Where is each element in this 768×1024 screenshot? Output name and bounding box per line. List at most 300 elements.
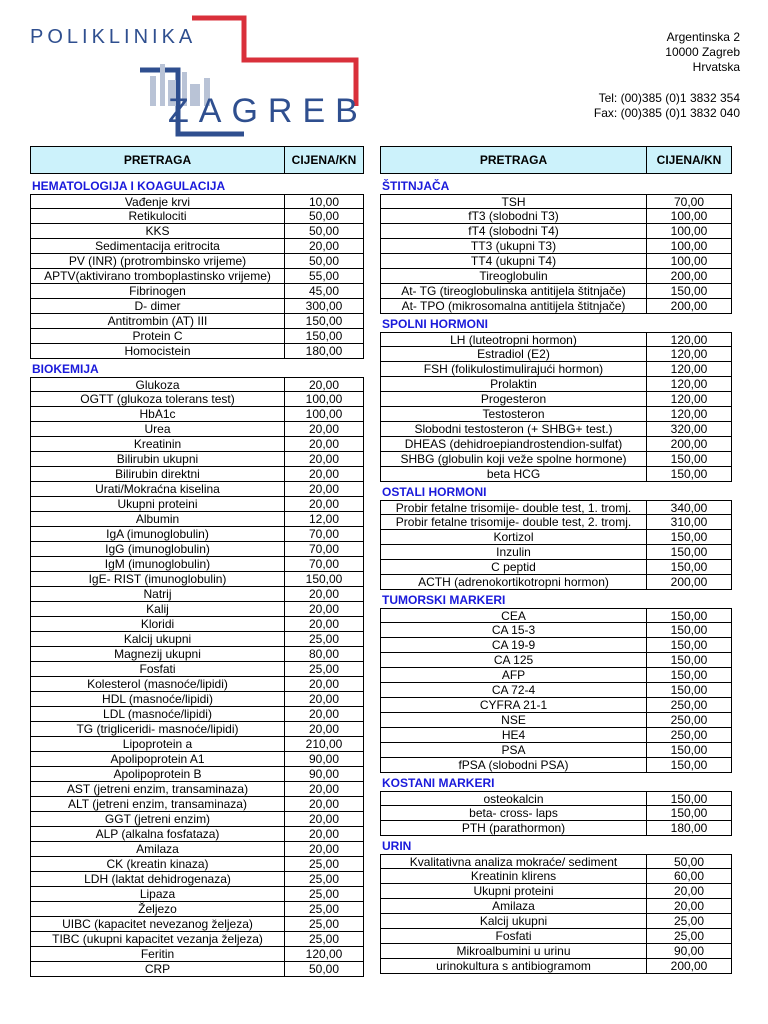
test-name: Lipoprotein a	[31, 737, 285, 751]
test-name: IgG (imunoglobulin)	[31, 542, 285, 556]
table-row	[380, 269, 732, 284]
test-price: 100,00	[670, 224, 708, 238]
table-row	[30, 827, 364, 842]
test-price: 150,00	[670, 806, 708, 820]
test-name: Sedimentacija eritrocita	[31, 239, 285, 253]
test-name: Kvalitativna analiza mokraće/ sediment	[381, 855, 647, 868]
test-name: Kreatinin klirens	[381, 869, 647, 883]
column-header-test: PRETRAGA	[381, 147, 647, 173]
test-price: 200,00	[670, 575, 708, 589]
test-price: 45,00	[308, 284, 340, 298]
test-name: Probir fetalne trisomije- double test, 2. tromj.	[381, 515, 647, 529]
test-name: GGT (jetreni enzim)	[31, 812, 285, 826]
test-price: 25,00	[308, 917, 340, 931]
test-price: 25,00	[673, 914, 705, 928]
price-list-right-column	[380, 146, 732, 974]
test-name: Prolaktin	[381, 377, 647, 391]
table-row	[380, 392, 732, 407]
table-row	[30, 392, 364, 407]
test-price: 12,00	[308, 512, 340, 526]
table-row	[380, 362, 732, 377]
test-name: Retikulociti	[31, 209, 285, 223]
table-row	[380, 452, 732, 467]
test-name: Probir fetalne trisomije- double test, 1. tromj.	[381, 501, 647, 514]
table-row	[380, 791, 732, 806]
price-list-left-column	[30, 146, 364, 977]
table-row	[30, 254, 364, 269]
test-name: CA 19-9	[381, 638, 647, 652]
test-price: 70,00	[308, 527, 340, 541]
test-name: Fibrinogen	[31, 284, 285, 298]
table-row	[30, 947, 364, 962]
test-price: 20,00	[308, 617, 340, 631]
test-price: 70,00	[673, 195, 705, 209]
address-fax: Fax: (00)385 (0)1 3832 040	[593, 106, 740, 120]
table-row	[380, 224, 732, 239]
table-row	[30, 299, 364, 314]
test-price: 200,00	[670, 437, 708, 451]
test-name: Ukupni proteini	[381, 884, 647, 898]
table-row	[30, 737, 364, 752]
test-price: 50,00	[308, 254, 340, 268]
section-title: ŠTITNJAČA	[382, 179, 450, 193]
test-name: HbA1c	[31, 407, 285, 421]
table-row	[30, 209, 364, 224]
test-name: CA 15-3	[381, 623, 647, 637]
test-name: PSA	[381, 743, 647, 757]
logo-text-bottom: ZAGREB	[168, 92, 368, 130]
test-price: 320,00	[670, 422, 708, 436]
test-name: Natrij	[31, 587, 285, 601]
test-price: 20,00	[308, 482, 340, 496]
table-row	[380, 239, 732, 254]
table-row	[30, 707, 364, 722]
test-name: fPSA (slobodni PSA)	[381, 758, 647, 772]
test-price: 200,00	[670, 299, 708, 313]
test-price: 120,00	[670, 362, 708, 376]
test-price: 90,00	[673, 944, 705, 958]
table-row	[30, 662, 364, 677]
table-row	[380, 821, 732, 836]
table-row	[30, 632, 364, 647]
test-name: Urati/Mokraćna kiselina	[31, 482, 285, 496]
test-name: Željezo	[31, 902, 285, 916]
table-row	[380, 575, 732, 590]
test-price: 120,00	[670, 392, 708, 406]
table-row	[30, 797, 364, 812]
table-row	[30, 857, 364, 872]
table-row	[380, 806, 732, 821]
test-name: Tireoglobulin	[381, 269, 647, 283]
test-price: 25,00	[308, 632, 340, 646]
table-row	[380, 407, 732, 422]
table-row	[30, 542, 364, 557]
test-price: 150,00	[305, 314, 343, 328]
table-row	[380, 959, 732, 974]
table-row	[30, 482, 364, 497]
table-row	[380, 899, 732, 914]
test-price: 50,00	[308, 962, 340, 976]
test-price: 120,00	[305, 947, 343, 961]
table-row	[380, 437, 732, 452]
test-name: Bilirubin ukupni	[31, 452, 285, 466]
test-name: Kolesterol (masnoće/lipidi)	[31, 677, 285, 691]
table-row	[30, 917, 364, 932]
test-price: 150,00	[670, 623, 708, 637]
test-name: Magnezij ukupni	[31, 647, 285, 661]
test-price: 20,00	[308, 797, 340, 811]
test-price: 55,00	[308, 269, 340, 283]
table-row	[30, 932, 364, 947]
test-price: 20,00	[308, 722, 340, 736]
table-row	[380, 653, 732, 668]
table-row	[380, 467, 732, 482]
test-name: Inzulin	[381, 545, 647, 559]
table-row	[380, 299, 732, 314]
test-price: 200,00	[670, 269, 708, 283]
table-row	[30, 467, 364, 482]
address-city: 10000 Zagreb	[665, 45, 740, 59]
table-row	[30, 194, 364, 209]
test-name: NSE	[381, 713, 647, 727]
test-name: osteokalcin	[381, 792, 647, 805]
test-name: UIBC (kapacitet nevezanog željeza)	[31, 917, 285, 931]
test-price: 150,00	[670, 668, 708, 682]
test-name: Feritin	[31, 947, 285, 961]
test-price: 150,00	[670, 467, 708, 481]
test-name: PTH (parathormon)	[381, 821, 647, 835]
table-row	[380, 929, 732, 944]
test-name: CA 125	[381, 653, 647, 667]
table-row	[30, 872, 364, 887]
test-price: 150,00	[670, 653, 708, 667]
test-price: 120,00	[670, 377, 708, 391]
test-price: 25,00	[673, 929, 705, 943]
test-price: 20,00	[308, 842, 340, 856]
test-price: 20,00	[673, 884, 705, 898]
table-row	[380, 623, 732, 638]
table-row	[30, 452, 364, 467]
test-name: CYFRA 21-1	[381, 698, 647, 712]
test-price: 100,00	[670, 239, 708, 253]
section-title: OSTALI HORMONI	[382, 485, 487, 499]
table-header	[30, 146, 364, 174]
test-price: 310,00	[670, 515, 708, 529]
test-name: TG (trigliceridi- masnoće/lipidi)	[31, 722, 285, 736]
test-price: 150,00	[670, 743, 708, 757]
test-name: Kalcij ukupni	[381, 914, 647, 928]
test-price: 70,00	[308, 557, 340, 571]
address-country: Hrvatska	[692, 60, 740, 74]
table-row	[30, 344, 364, 359]
table-row	[380, 332, 732, 347]
address-tel: Tel: (00)385 (0)1 3832 354	[598, 91, 740, 105]
table-row	[380, 530, 732, 545]
test-name: APTV(aktivirano tromboplastinsko vrijeme)	[31, 269, 285, 283]
test-name: Estradiol (E2)	[381, 347, 647, 361]
test-price: 100,00	[305, 407, 343, 421]
table-row	[380, 743, 732, 758]
test-name: Amilaza	[381, 899, 647, 913]
table-row	[380, 698, 732, 713]
table-row	[30, 407, 364, 422]
test-name: Urea	[31, 422, 285, 436]
test-name: ACTH (adrenokortikotropni hormon)	[381, 575, 647, 589]
test-name: Kalij	[31, 602, 285, 616]
table-row	[30, 437, 364, 452]
table-row	[380, 713, 732, 728]
test-price: 25,00	[308, 857, 340, 871]
table-row	[30, 887, 364, 902]
table-row	[30, 842, 364, 857]
table-row	[380, 884, 732, 899]
table-row	[30, 647, 364, 662]
test-price: 150,00	[305, 329, 343, 343]
test-name: ALP (alkalna fosfataza)	[31, 827, 285, 841]
page-header	[0, 0, 768, 140]
table-row	[380, 377, 732, 392]
test-price: 20,00	[673, 899, 705, 913]
test-name: beta- cross- laps	[381, 806, 647, 820]
test-name: TT3 (ukupni T3)	[381, 239, 647, 253]
test-name: DHEAS (dehidroepiandrostendion-sulfat)	[381, 437, 647, 451]
table-row	[30, 962, 364, 977]
test-price: 150,00	[670, 792, 708, 806]
test-name: PV (INR) (protrombinsko vrijeme)	[31, 254, 285, 268]
section-title: SPOLNI HORMONI	[382, 317, 489, 331]
test-price: 20,00	[308, 602, 340, 616]
test-name: IgM (imunoglobulin)	[31, 557, 285, 571]
table-row	[30, 902, 364, 917]
test-price: 60,00	[673, 869, 705, 883]
test-name: Slobodni testosteron (+ SHBG+ test.)	[381, 422, 647, 436]
table-row	[30, 812, 364, 827]
table-row	[380, 284, 732, 299]
test-price: 20,00	[308, 437, 340, 451]
column-header-price: CIJENA/KN	[291, 153, 357, 167]
test-price: 10,00	[308, 195, 340, 209]
test-price: 150,00	[670, 638, 708, 652]
table-row	[30, 752, 364, 767]
test-price: 25,00	[308, 887, 340, 901]
table-row	[30, 377, 364, 392]
test-price: 120,00	[670, 333, 708, 347]
test-name: Glukoza	[31, 378, 285, 391]
test-price: 150,00	[670, 284, 708, 298]
column-header-test: PRETRAGA	[31, 147, 285, 173]
table-row	[30, 314, 364, 329]
test-name: Kortizol	[381, 530, 647, 544]
poliklinika-zagreb-logo	[28, 14, 368, 138]
table-row	[30, 269, 364, 284]
table-row	[30, 782, 364, 797]
test-price: 120,00	[670, 347, 708, 361]
test-name: C peptid	[381, 560, 647, 574]
table-row	[30, 497, 364, 512]
test-price: 250,00	[670, 713, 708, 727]
table-row	[30, 572, 364, 587]
table-row	[380, 914, 732, 929]
test-price: 120,00	[670, 407, 708, 421]
test-name: HE4	[381, 728, 647, 742]
test-name: LDL (masnoće/lipidi)	[31, 707, 285, 721]
test-price: 210,00	[305, 737, 343, 751]
test-name: CA 72-4	[381, 683, 647, 697]
test-name: D- dimer	[31, 299, 285, 313]
table-row	[380, 728, 732, 743]
test-name: Kloridi	[31, 617, 285, 631]
test-name: beta HCG	[381, 467, 647, 481]
test-price: 90,00	[308, 767, 340, 781]
table-row	[380, 545, 732, 560]
test-name: Apolipoprotein A1	[31, 752, 285, 766]
table-row	[30, 224, 364, 239]
table-row	[380, 944, 732, 959]
test-name: TIBC (ukupni kapacitet vezanja željeza)	[31, 932, 285, 946]
test-name: Kreatinin	[31, 437, 285, 451]
test-price: 50,00	[673, 855, 705, 869]
test-name: Testosteron	[381, 407, 647, 421]
test-name: Fosfati	[381, 929, 647, 943]
test-price: 25,00	[308, 662, 340, 676]
table-row	[380, 422, 732, 437]
test-price: 20,00	[308, 378, 340, 392]
test-name: Albumin	[31, 512, 285, 526]
test-name: TSH	[381, 195, 647, 208]
test-name: Protein C	[31, 329, 285, 343]
test-name: CK (kreatin kinaza)	[31, 857, 285, 871]
test-name: At- TPO (mikrosomalna antitijela štitnjače)	[381, 299, 647, 313]
table-row	[380, 683, 732, 698]
test-price: 250,00	[670, 728, 708, 742]
test-price: 25,00	[308, 902, 340, 916]
test-price: 20,00	[308, 677, 340, 691]
table-row	[30, 587, 364, 602]
section-title: KOSTANI MARKERI	[382, 776, 495, 790]
table-row	[30, 284, 364, 299]
test-name: AFP	[381, 668, 647, 682]
test-price: 150,00	[670, 560, 708, 574]
test-price: 20,00	[308, 827, 340, 841]
table-row	[30, 617, 364, 632]
table-row	[380, 347, 732, 362]
test-name: CEA	[381, 609, 647, 622]
table-row	[380, 668, 732, 683]
test-price: 200,00	[670, 959, 708, 973]
test-price: 20,00	[308, 239, 340, 253]
test-name: urinokultura s antibiogramom	[381, 959, 647, 973]
test-price: 100,00	[670, 209, 708, 223]
table-row	[30, 677, 364, 692]
section-title: HEMATOLOGIJA I KOAGULACIJA	[32, 179, 226, 193]
test-name: OGTT (glukoza tolerans test)	[31, 392, 285, 406]
test-price: 180,00	[305, 344, 343, 358]
test-name: Ukupni proteini	[31, 497, 285, 511]
test-name: LH (luteotropni hormon)	[381, 333, 647, 346]
test-name: Vađenje krvi	[31, 195, 285, 208]
test-price: 20,00	[308, 692, 340, 706]
table-row	[380, 869, 732, 884]
logo-text-top: POLIKLINIKA	[30, 26, 197, 48]
test-price: 20,00	[308, 497, 340, 511]
test-name: Antitrombin (AT) III	[31, 314, 285, 328]
table-row	[380, 194, 732, 209]
test-price: 180,00	[670, 821, 708, 835]
test-name: Amilaza	[31, 842, 285, 856]
table-row	[30, 692, 364, 707]
test-name: Homocistein	[31, 344, 285, 358]
test-price: 50,00	[308, 209, 340, 223]
test-name: SHBG (globulin koji veže spolne hormone)	[381, 452, 647, 466]
section-title: URIN	[382, 839, 412, 853]
table-row	[380, 500, 732, 515]
test-price: 25,00	[308, 872, 340, 886]
test-name: IgA (imunoglobulin)	[31, 527, 285, 541]
test-price: 340,00	[670, 501, 708, 515]
table-row	[380, 854, 732, 869]
test-name: Apolipoprotein B	[31, 767, 285, 781]
table-row	[380, 608, 732, 623]
test-name: HDL (masnoće/lipidi)	[31, 692, 285, 706]
test-name: Progesteron	[381, 392, 647, 406]
table-row	[30, 239, 364, 254]
test-name: IgE- RIST (imunoglobulin)	[31, 572, 285, 586]
table-row	[380, 560, 732, 575]
test-price: 100,00	[670, 254, 708, 268]
test-price: 150,00	[670, 452, 708, 466]
test-name: KKS	[31, 224, 285, 238]
test-price: 150,00	[670, 545, 708, 559]
table-row	[380, 638, 732, 653]
table-row	[30, 602, 364, 617]
test-price: 20,00	[308, 707, 340, 721]
test-price: 20,00	[308, 812, 340, 826]
test-price: 25,00	[308, 932, 340, 946]
table-row	[380, 254, 732, 269]
column-header-price: CIJENA/KN	[656, 153, 722, 167]
test-price: 20,00	[308, 452, 340, 466]
test-name: FSH (folikulostimulirajući hormon)	[381, 362, 647, 376]
test-price: 100,00	[305, 392, 343, 406]
section-title: TUMORSKI MARKERI	[382, 593, 506, 607]
test-price: 150,00	[670, 530, 708, 544]
test-price: 70,00	[308, 542, 340, 556]
table-row	[380, 758, 732, 773]
table-row	[380, 209, 732, 224]
test-price: 150,00	[670, 609, 708, 623]
test-price: 20,00	[308, 422, 340, 436]
address-street: Argentinska 2	[666, 30, 740, 44]
test-price: 50,00	[308, 224, 340, 238]
test-name: Lipaza	[31, 887, 285, 901]
table-row	[380, 515, 732, 530]
test-price: 150,00	[305, 572, 343, 586]
test-name: fT4 (slobodni T4)	[381, 224, 647, 238]
test-price: 150,00	[670, 683, 708, 697]
test-name: At- TG (tireoglobulinska antitijela štitnjače)	[381, 284, 647, 298]
contact-address	[594, 30, 740, 121]
test-name: AST (jetreni enzim, transaminaza)	[31, 782, 285, 796]
test-price: 20,00	[308, 587, 340, 601]
test-price: 90,00	[308, 752, 340, 766]
test-name: fT3 (slobodni T3)	[381, 209, 647, 223]
test-price: 300,00	[305, 299, 343, 313]
test-name: Mikroalbumini u urinu	[381, 944, 647, 958]
test-name: ALT (jetreni enzim, transaminaza)	[31, 797, 285, 811]
test-name: Fosfati	[31, 662, 285, 676]
table-row	[30, 722, 364, 737]
test-name: CRP	[31, 962, 285, 976]
